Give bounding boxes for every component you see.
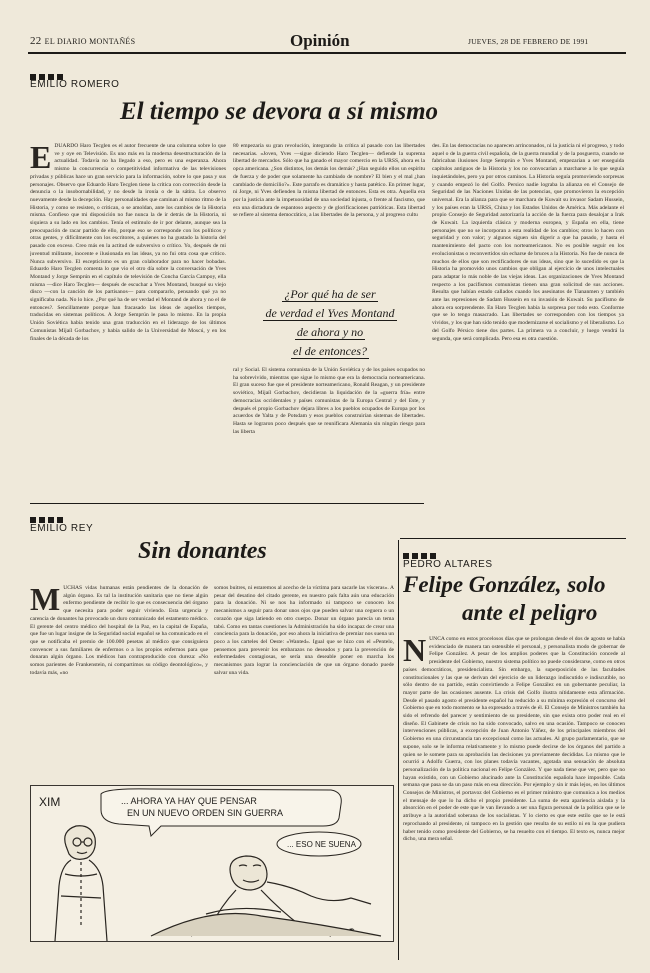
article2-col2-text: somos buitres, ni estaremos al acecho de la víctima para sacarle las vísceras». A pesar del desatino del citado gerente, en nuestro país falta aún una educación para la donación. Ni se nos ha informado ni tampoco se conocen los mecanismos a seguir para donar unos ojos que pueden salvar una ceguera o un corazón que siga latiendo en otro cuerpo. Donar un órgano parecía un tema tabú. Como en tantas cuestiones la Administración ha sido incapaz de crear una conciencia para la donación, por eso ahora la iniciativa de premiar nos suena un poco a los carteles del Oeste: «Wanted». Igual que se hizo con el «Pentelo, pensemos para prevenir los embarazos no deseados y para la prevención de enfermedades contagiosas, se sería una deseable poner en marcha los mecanismos para lograr la concienciación de que un órgano donado puede salvar una vida. (214, 585, 394, 676)
newspaper-name: EL DIARIO MONTAÑÉS (44, 37, 136, 46)
article3-column (403, 636, 625, 936)
author-byline-2: EMILIO REY (30, 523, 94, 534)
page-number-and-paper (30, 35, 135, 47)
article1-column-1 (30, 143, 226, 488)
cartoon-figure-left (55, 826, 107, 941)
bubble1-line2: EN UN NUEVO ORDEN SIN GUERRA (127, 808, 284, 818)
article2-title: Sin donantes (138, 538, 267, 564)
cartoon-panel (30, 785, 394, 942)
article1-col1-text: DUARDO Haro Tecglen es el autor frecuente de una columna sobre lo que ve y oye en Televisión. Es uno más en la moderna desestructuración de la actualidad. Todavía no ha llegado a eso, pero es una esperanza. Ahora mismo la concurrencia o competitividad informativa de las televisiones privadas y públicas hace un gran servicio para la información, sobre lo que pasa y sus personajes. Observo que Eduardo Haro Tecglen tiene la crítica con corrección desde la denuncia o la insobornabilidad, y no desde la ironía o de la sátira. Lo observo nuevamente desde la decepción. Hay personalidades que caminan al mismo ritmo de la Historia, y como se resisten, o critican, o se amoldan, ante los cambios de la Historia misma. Confieso que mi disposición no fue nunca la de ir detrás de la Historia, ni siquiera a su lado en los cambios. Tenía el estímulo de ir por delante, aunque sea la preocupación de racar partido de ello, porque eso se corresponde con los políticos y otras gentes, y difícilmente con los escritores, a quienes no ha gustado la historia del pasado con exceso. Creo más en la actitud de subversivo o crítico. Yo, después de mi juventud militante, inocente e ilusionada en las ideas, ya no fui otra cosa que crítico. Nunca subversivo. El escepticismo es un gran colaborador para no hacer bobadas. Eduardo Haro Tecglen comenta lo que vio el otro día sobre la conversación de Yves Montand y Jorge Semprún en el capítulo de televisión de Concha García Campoy, ella misma —dice Haro Tecglen— después de escuchar a Yves Montand, busqué su viejo disco —con la canción de los partisanos— para compararlo, pensando qué ya no significaba nada. No lo hice. ¿Por qué ha de ser verdad el Montand de ahora y no el de entonces?. Sencillamente porque han fracasado las ideas de aquellos tiempos, traducidas en sistemas políticos. A Jorge Semprún le pasa lo mismo. En la propia Unión Soviética había tenido una gran traducción en el liderazgo de los últimos Comunistas Mijaíl Gorbachov, y había salido de la Universidad de Moscú, y en los finales de la década de los (30, 143, 226, 342)
pull-quote-line: de verdad el Yves Montand (265, 306, 395, 320)
article1-column-2b (233, 367, 425, 488)
article1-col3-text: des. En las democracias no aparecen arrinconados, ni la justicia ni el progreso, y todo aquel o de la guerra civil española, de la guerra mundial y de la posguerra, cuando se fabricaban ilusiones Jorge Semprún e Yves Montand, empezarían a ser enseguida capítulos antiguos de la Historia y los no convocarían a marcharse a lo que seguía inquietándoles, pero ya por otros caminos. La Historia seguía promoviendo sorpresas y cuando empezó lo del Golfo. Persico nadie lograba la alianza en el Consejo de Seguridad de las Naciones Unidas de las potencias, que promovieron la excepción universal. Era la alianza para que se marchara de Kuwait su invasor Sadam Hussein, y los países eran la URSS, China y los Estados Unidos de América. Más adelante el propio Consejo de Seguridad autorizaría la acción de la fuerza para desalojar a Irak de Kuwait. La izquierda clásica y moderna europea, y España en ella, tiene personajes que no se incorporan a esta realidad de los cambios; otros lo hacen con seguridad y con valor; y algunos siguen sin digerir a que ha pasado, y hasta el mantenimiento del pacto con los norteamericanos. No es posible seguir en los evolucionistas o reconvertidos sin echarse de bruces a la Historia. No fue de nunca de muchos de ellos que son rectificadores de sus ideas, sino que lo sucedido es que la Historia ha promovido unos cambios que obligan al ejercicio de unos intelectuales para adaptar lo más noble de las viejas ideas. Las organizaciones de Yves Montand respecto a los pacifismos comunistas tienen una gran solicitud de sus acciones. Resulta que habían estado callados cuando los asesinatos de Tiananmen y también ante las represiones de Sadam Hussein en su invasión de Kuwait. Su pacifismo de ahora era sorprendente. En Haro Tecglen había la sorpresa por todo esto. Conforme que se lo tengo masacrado. Las libertades se corresponden con los tiempos ya vividos, y los que han sido tenido que modernizarse el socialismo y el liberalismo. Lo del Golfo Pérsico tiene dos partes. La primera va a concluir, y luego vendrá la segunda, que será complicada. Pero esa es otra cuestión. (432, 143, 624, 342)
cartoon-artist: XIM (39, 795, 61, 809)
author-byline-1: EMILIO ROMERO (30, 79, 120, 90)
article2-dropcap: M (30, 585, 61, 617)
section-divider (30, 503, 424, 504)
article2-column-1 (30, 585, 208, 770)
article1-title: El tiempo se devora a sí mismo (120, 98, 439, 125)
issue-date: JUEVES, 28 DE FEBRERO DE 1991 (468, 37, 589, 46)
pull-quote-line: el de entonces? (293, 344, 367, 358)
article1-col2b-text: ral y Social. El sistema comunista de la Unión Soviética y de los países ocupados no ha sobrevivido, mientras que sigue lo mismo que era la democracia norteamericana. El gran suceso fue que el presidente norteamericano, Ronald Reagan, y un presidente soviético, Mijaíl Gorbachov, decidieran la liquidación de la «guerra fría» entre democracias occidentales y países comunistas de la Europa Central y del Este, y después el propio Gorbachov dejara libres a los pueblos ocupados de Europa por los acuerdos de Yalta y de Potsdam y esos pueblos construirían sistemas de libertades. Hasta se lograron poco después que se reunificara Alemania sin ningún riesgo para las liberta (233, 367, 425, 435)
cartoon-figure-right (151, 856, 381, 936)
cartoon-drawing (31, 786, 393, 941)
article3-title-line2: ante el peligro (462, 600, 598, 625)
article3-col-text: UNCA como en estos procelosos días que se prolongan desde el dos de agosto se había evidenciado de manera tan ostensible el personal, y personalista modo de gobernar de Felipe González. A pesar de los amplios poderes que la Constitución concede al presidente del Gobierno, nuestro sistema político no puede considerarse, como en otros países democráticos, presidencialista. Sin embargo, la superposición de las facultades constitucionales y las que se derivan del ejercicio de un liderazgo indiscutido e indiscutible, no sólo dentro de su partido, están convirtiendo a Felipe González en un gobernante peculiar, la mayor parte de las ocasiones ausente. La crisis del Golfo ilustra nítidamente esta afirmación. Desde el pasado agosto el presidente español ha reducido a su mínima expresión el concurso del Gobierno que en todo momento se ha expresado a través de él. El Consejo de Ministros también ha sido el refrendo del parecer y sentimiento de su presidente, sin que exista otro poder real en el diseño. El Gabinete de crisis no ha sido convocado, salvo en una ocasión. Tampoco se conocen intervenciones públicas, a excepción de Juan Antonio Yáñez, de los principales miembros del Gobierno en una circunstancia tan excepcional como las actuales. Al grupo parlamentario, que se supone, solo se le informa relativamente y lo mismo puede decirse de los órganos del partido a quien se le somete para su aprobación las decisiones ya previamente decididas. Lo mismo que le ocurrió a Adolfo Guerra, con los planes todavía vacantes, agotada una sensación de absoluta personalización de la política nacional en Felipe González. Y que nada tiene que ver, pero que no hayan existido, con un Gobierno alucinado ante la Constitución española hace imposible. Cada semana que pasa se da un paso más en esa dirección. Por ejemplo y sin ir más lejos, en los últimos Consejos de Ministros, el portavoz del Gobierno es el primer ministro que comunica a los medios el mensaje de que lo ha dicho el propio presidente. La suma de esta apariencia aislada y la absorción en el poder de este que le van llevando a ser una figura personal de la política que se le atribuye a la autoridad soberana de los socialistas. Y lo cierto es que este estilo que se le está reprochando al presidente, ni tampoco en la gestión que resulta de su estilo ni en la que pudiera haber tenido como presidente del Gobierno, se ha resuelto con el tiempo. El texto es, nunca mejor dicho, una mera señal. (403, 636, 625, 843)
bubble2-text: ... ESO NE SUENA (287, 840, 356, 849)
article3-title-line1: Felipe González, solo (403, 572, 606, 597)
cartoon-signature-mark: ✒ (349, 927, 355, 934)
page-number: 22 (30, 35, 42, 47)
article1-column-3 (432, 143, 624, 528)
section-title: Opinión (290, 31, 350, 50)
article3-dropcap: N (403, 636, 427, 668)
bubble1-line1: ... AHORA YA HAY QUE PENSAR (121, 796, 257, 806)
article1-column-2a (233, 143, 425, 281)
article2-col1-text: UCHAS vidas humanas están pendientes de la donación de algún órgano. Es tal la institución sanitaria que no tiene algún enfermo pendiente de recibir lo que es consecuencia del órgano que necesita para poder seguir viviendo. Esta urgencia y carencia de donantes ha provocado un duro comunicado del estamento médico. El gerente del centro médico del hospital de la Paz, en la capital de España, que fue un lugar insigne de la Seguridad social español se ha comunicado en el que se notificaba el premio de 100.000 pesetas al médico que consiguiera convencer a sus familiares de enfermos o a los propios enfermos para que donaran algún órgano. Los médicos han contraproducido con dureza: «No somos parientes de Frankenstein, ni compartimos su código deontológico», y todavía más, «no (30, 585, 208, 676)
pull-quote-line: de ahora y no (296, 325, 364, 339)
article1-col2-text: 80 empezaría su gran revolución, integrando la crítica al pasado con las libertades necesarias. «Joven, Yves —sigue diciendo Haro Tecglen— defiende la suprema libertad de mercados. Sólo que ha ganado el mayor comercio en la URSS, ahora es la opca americana. ¿Son distintos, los demás los demás? ¿Han seguido ellos un espíritu de fuerza y de poder que solamente ha cambiado de nombre? El bien y el mal ¿han cambiado de domicilio?». Este parrafo es dramático y hasta patético. En primer lugar, ni Jorge, ni Yves defienden la misma libertad de entonces. Esta es otra. Aquella era por la justicia ante la impetuosidad de una sociedad injusta, o frente al fascismo, que era una dictadura de espantoso aspecto y de glorificaciones patrióticas. Esta libertad se refiere al sistema democrático, a las libertades de la persona, y al progreso cultu (233, 143, 425, 219)
section-divider-right (400, 538, 626, 539)
pull-quote (240, 285, 420, 361)
author-byline-3: PEDRO ALTARES (403, 559, 493, 570)
pull-quote-line: ¿Por qué ha de ser (284, 287, 376, 301)
vertical-divider (398, 540, 399, 960)
header-rule (28, 52, 626, 54)
article1-dropcap: E (30, 143, 52, 175)
article2-column-2 (214, 585, 394, 770)
